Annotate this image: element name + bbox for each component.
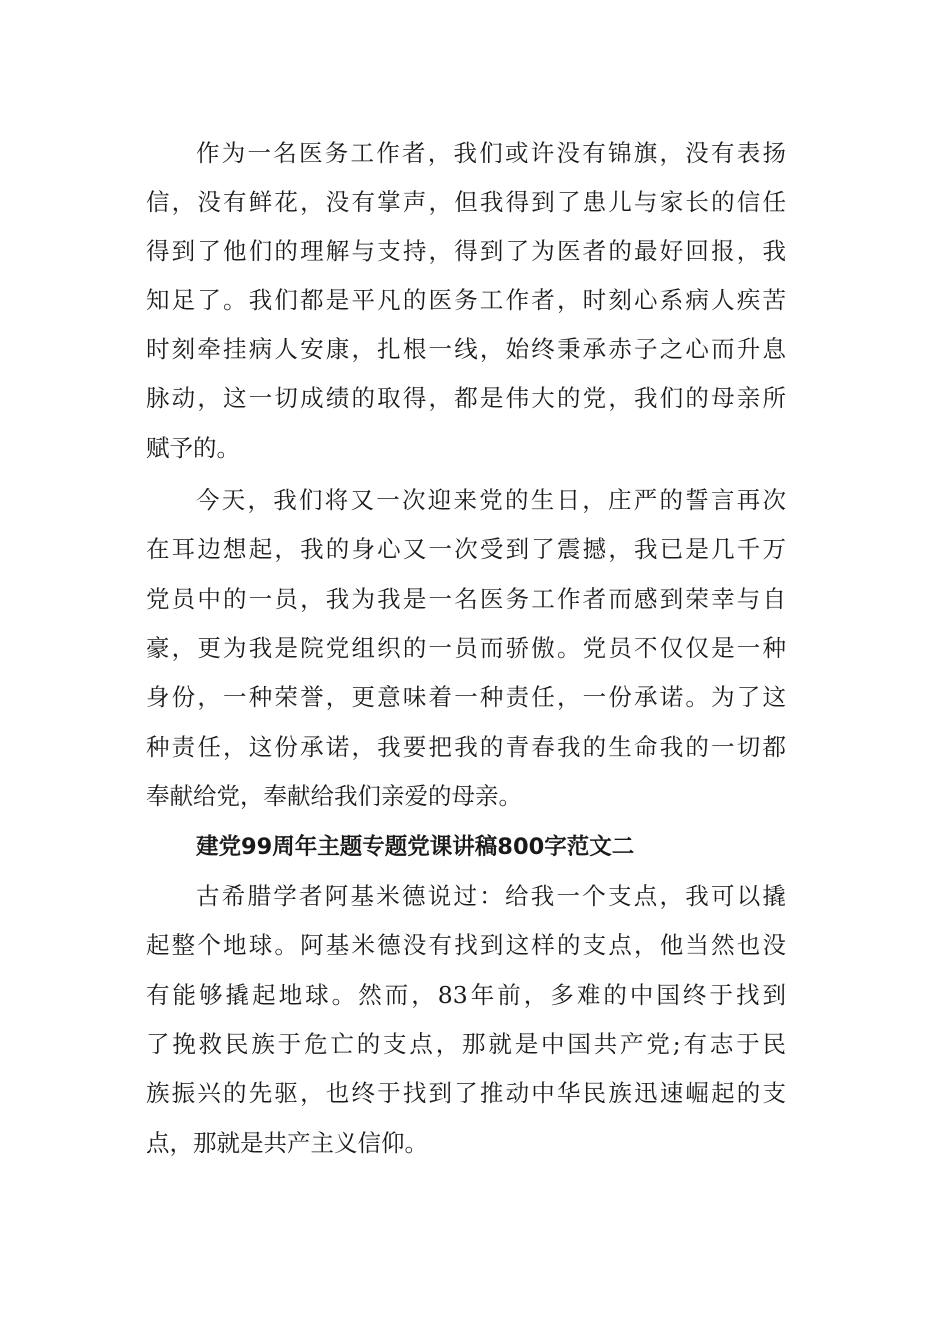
paragraph-line: 有能够撬起地球。然而，83年前，多难的中国终于找到 xyxy=(146,981,786,1009)
paragraph-line: 种责任，这份承诺，我要把我的青春我的生命我的一切都 xyxy=(146,733,786,761)
paragraph-line: 得到了他们的理解与支持，得到了为医者的最好回报，我 xyxy=(146,237,786,265)
paragraph-line: 身份，一种荣誉，更意味着一种责任，一份承诺。为了这 xyxy=(146,683,786,711)
paragraph-line: 豪，更为我是院党组织的一员而骄傲。党员不仅仅是一种 xyxy=(146,634,786,662)
paragraph-line: 赋予的。 xyxy=(146,434,240,462)
paragraph-line: 信，没有鲜花，没有掌声，但我得到了患儿与家长的信任 xyxy=(146,188,786,216)
paragraph-line: 奉献给党，奉献给我们亲爱的母亲。 xyxy=(146,782,522,810)
paragraph-line: 起整个地球。阿基米德没有找到这样的支点，他当然也没 xyxy=(146,931,786,959)
paragraph-line: 在耳边想起，我的身心又一次受到了震撼，我已是几千万 xyxy=(146,535,786,563)
paragraph-line: 了挽救民族于危亡的支点，那就是中国共产党;有志于民 xyxy=(146,1030,786,1058)
paragraph-line: 知足了。我们都是平凡的医务工作者，时刻心系病人疾苦 xyxy=(146,286,786,314)
paragraph-line: 古希腊学者阿基米德说过：给我一个支点，我可以撬 xyxy=(196,882,786,910)
paragraph-line: 作为一名医务工作者，我们或许没有锦旗，没有表扬 xyxy=(196,139,786,167)
paragraph-line: 时刻牵挂病人安康，扎根一线，始终秉承赤子之心而升息 xyxy=(146,335,786,363)
paragraph-line: 今天，我们将又一次迎来党的生日，庄严的誓言再次 xyxy=(196,486,786,514)
paragraph-line: 党员中的一员，我为我是一名医务工作者而感到荣幸与自 xyxy=(146,585,786,613)
section-heading: 建党99周年主题专题党课讲稿800字范文二 xyxy=(196,834,635,860)
paragraph-line: 族振兴的先驱，也终于找到了推动中华民族迅速崛起的支 xyxy=(146,1079,786,1107)
paragraph-line: 脉动，这一切成绩的取得，都是伟大的党，我们的母亲所 xyxy=(146,384,786,412)
paragraph-line: 点，那就是共产主义信仰。 xyxy=(146,1129,428,1157)
